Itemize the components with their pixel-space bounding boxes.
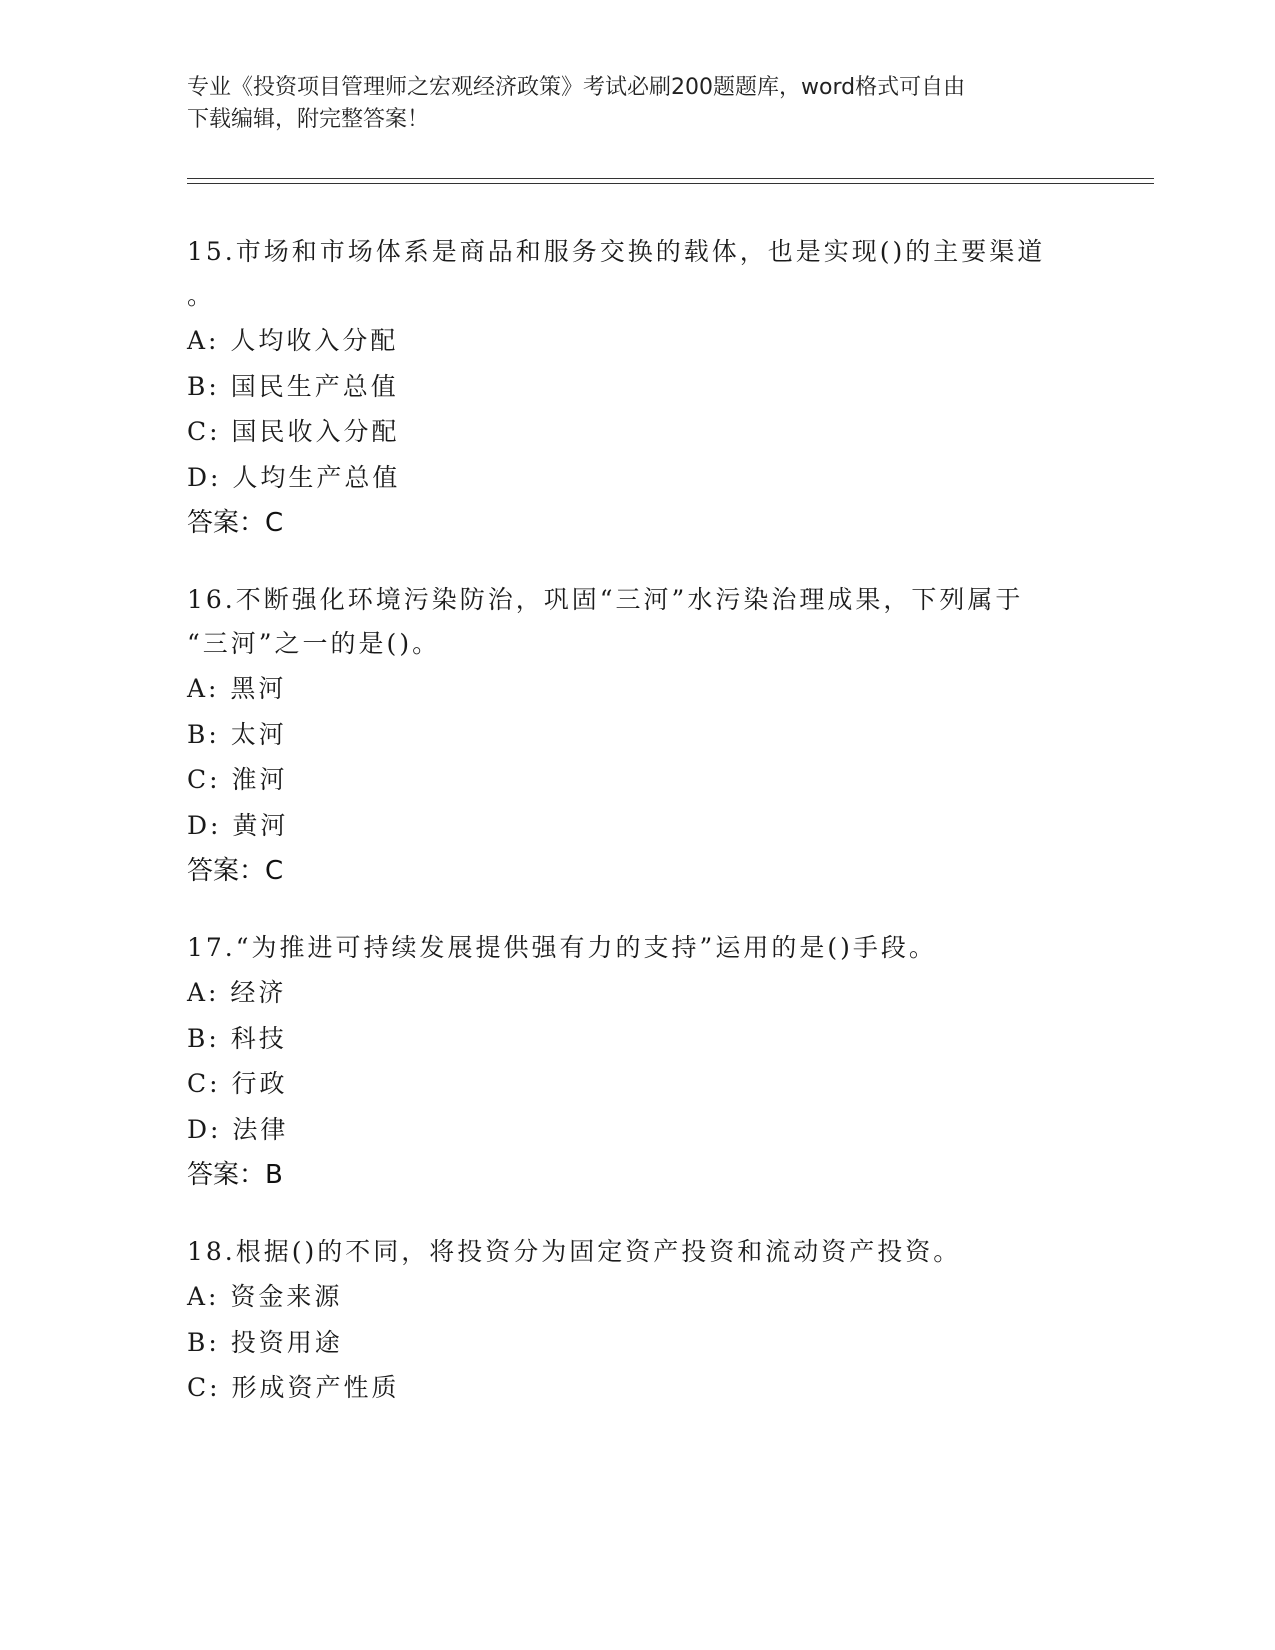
option-b: B: 国民生产总值 [187, 371, 399, 401]
question-15 [187, 230, 1087, 546]
option-c: C: 淮河 [187, 765, 288, 794]
question-stem: 15.市场和市场体系是商品和服务交换的载体，也是实现()的主要渠道 。 [187, 237, 1046, 310]
header-rule-bottom [187, 183, 1154, 184]
option-a: A: 经济 [187, 978, 287, 1007]
option-c: C: 形成资产性质 [187, 1373, 400, 1402]
option-c: C: 行政 [187, 1069, 288, 1098]
question-stem: 16.不断强化环境污染防治，巩固“三河”水污染治理成果，下列属于 “三河”之一的是()。 [187, 585, 1024, 658]
option-d: D: 黄河 [187, 810, 289, 840]
answer-line: 答案：C [187, 856, 284, 886]
header-rule-top [187, 178, 1154, 179]
option-b: B: 科技 [187, 1023, 287, 1053]
question-stem: 18.根据()的不同，将投资分为固定资产投资和流动资产投资。 [187, 1237, 962, 1266]
option-a: A: 资金来源 [187, 1282, 343, 1311]
option-a: A: 黑河 [187, 674, 287, 703]
option-a: A: 人均收入分配 [187, 326, 399, 355]
option-b: B: 太河 [187, 719, 287, 749]
option-b: B: 投资用途 [187, 1327, 343, 1357]
answer-line: 答案：C [187, 508, 284, 538]
option-d: D: 法律 [187, 1114, 289, 1144]
question-18 [187, 1230, 1087, 1411]
answer-line: 答案：B [187, 1160, 283, 1190]
question-17 [187, 926, 1087, 1198]
option-c: C: 国民收入分配 [187, 417, 400, 446]
question-16 [187, 578, 1087, 894]
document-header: 专业《投资项目管理师之宏观经济政策》考试必刷200题题库，word格式可自由 下载编辑，附完整答案！ [187, 75, 966, 132]
option-d: D: 人均生产总值 [187, 462, 401, 492]
question-stem: 17.“为推进可持续发展提供强有力的支持”运用的是()手段。 [187, 933, 937, 962]
question-list [187, 230, 1087, 1443]
